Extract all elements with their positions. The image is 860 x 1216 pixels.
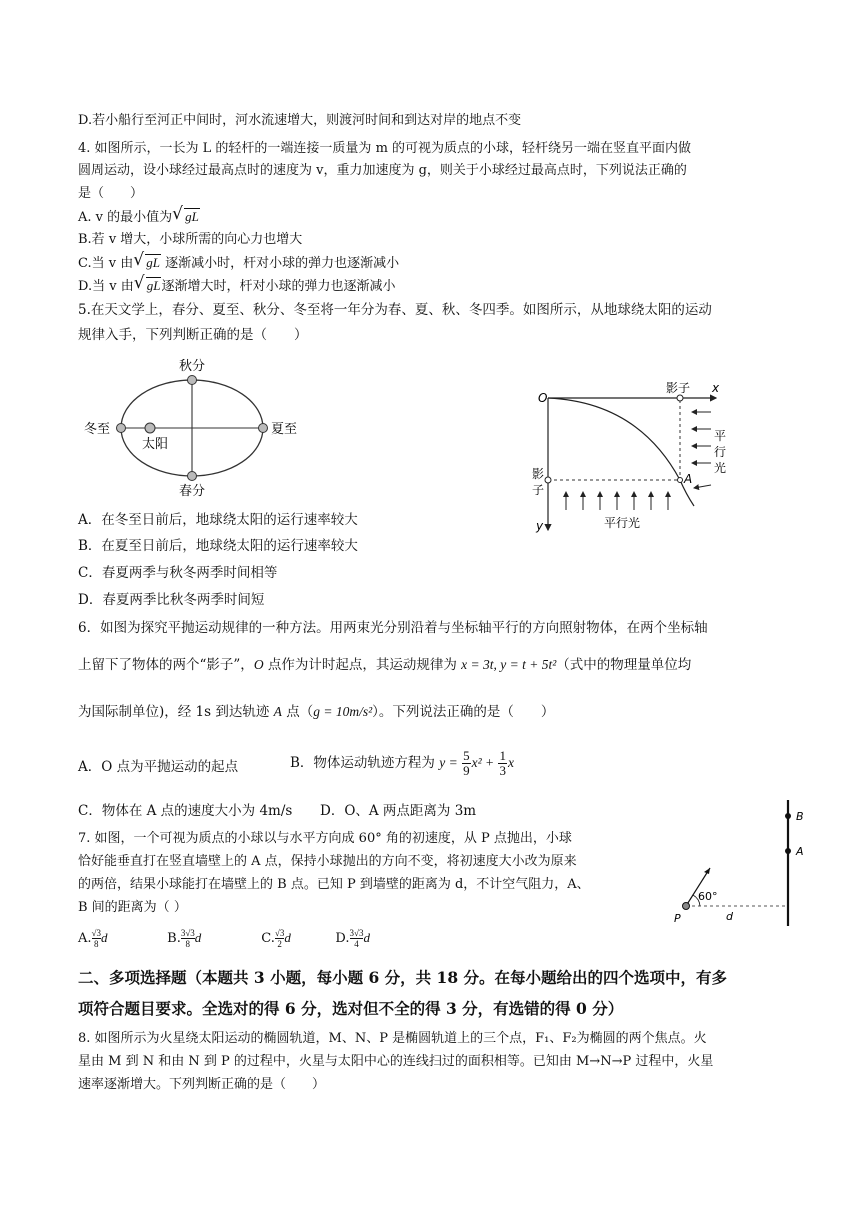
q4-option-c bbox=[78, 250, 400, 273]
q3-option-d: D.若小船行至河正中间时，河水流速增大，则渡河时间和到达对岸的地点不变 bbox=[78, 113, 522, 128]
q7-stem-line1: 7. 如图，一个可视为质点的小球以与水平方向成 60° 角的初速度，从 P 点抛出，小球 bbox=[78, 831, 572, 846]
gravity-value: g = 10m/s² bbox=[313, 704, 373, 719]
q4-stem-line3: 是（ ） bbox=[78, 186, 144, 201]
summer-point bbox=[259, 424, 268, 433]
sqrt-gl: √ gL bbox=[133, 250, 160, 270]
label-p: P bbox=[674, 912, 681, 925]
spring-point bbox=[188, 472, 197, 481]
q4-option-a-text: A. v 的最小值为 bbox=[78, 210, 173, 225]
q4-option-c-post: 逐渐减小时，杆对小球的弹力也逐渐减小 bbox=[160, 256, 400, 271]
label-x: x bbox=[712, 382, 720, 395]
label-angle: 60° bbox=[698, 890, 718, 903]
label-summer: 夏至 bbox=[271, 422, 298, 437]
q6-stem-line2: 上留下了物体的两个“影子”，O 点作为计时起点，其运动规律为 x = 3t, y = t + 5t²（式中的物理量单位均 bbox=[78, 657, 692, 673]
q8-stem-line2: 星由 M 到 N 和由 N 到 P 的过程中，火星与太阳中心的连线扫过的面积相等。已知由 M→N→P 过程中，火星 bbox=[78, 1054, 714, 1069]
seasons-orbit-diagram bbox=[78, 352, 318, 502]
label-shadow-left-1: 影 bbox=[532, 467, 545, 481]
q7-stem-line2: 恰好能垂直打在竖直墙壁上的 A 点，保持小球抛出的方向不变，将初速度大小改为原来 bbox=[78, 854, 577, 869]
q7-option-c: C. $\frac{√3}{2}$ d bbox=[261, 928, 291, 949]
q6-option-a: A．O 点为平抛运动的起点 bbox=[78, 759, 239, 775]
label-d: d bbox=[726, 910, 733, 923]
label-parallel-right-2: 行 bbox=[714, 445, 727, 459]
q5-option-b: B．在夏至日前后，地球绕太阳的运行速率较大 bbox=[78, 538, 358, 554]
fraction-5-9: $\frac{5}{9}$ bbox=[463, 748, 470, 778]
q5-option-c: C．春夏两季与秋冬两季时间相等 bbox=[78, 565, 278, 581]
q7-stem-line4: B 间的距离为（ ） bbox=[78, 900, 187, 915]
q6-option-b: B．物体运动轨迹方程为 y = $\frac{5}{9}$ x² + $\frac{1}{3}$ x bbox=[290, 748, 514, 778]
winter-point bbox=[117, 424, 126, 433]
motion-law: x = 3t, y = t + 5t² bbox=[461, 657, 557, 672]
label-a: A bbox=[684, 472, 693, 486]
q5-stem-line1: 5.在天文学上，春分、夏至、秋分、冬至将一年分为春、夏、秋、冬四季。如图所示，从地球绕太阳的运动 bbox=[78, 302, 712, 318]
label-autumn: 秋分 bbox=[178, 359, 206, 374]
label-sun: 太阳 bbox=[142, 437, 169, 452]
label-y: y bbox=[536, 519, 544, 533]
q6-stem-line3: 为国际制单位)，经 1s 到达轨迹 A 点（g = 10m/s²）。下列说法正确的是（ ） bbox=[78, 704, 555, 720]
arrows-right bbox=[692, 412, 711, 488]
fraction-1-3: $\frac{1}{3}$ bbox=[499, 748, 506, 778]
point-a bbox=[785, 848, 791, 854]
q6-option-d: D．O、A 两点距离为 3m bbox=[320, 803, 477, 819]
q4-option-d bbox=[78, 273, 396, 296]
sqrt-gl: √ gL bbox=[172, 204, 199, 224]
label-winter: 冬至 bbox=[84, 422, 111, 437]
q4-stem-line1: 4. 如图所示，一长为 L 的轻杆的一端连接一质量为 m 的可视为质点的小球，轻杆绕另一端在竖直平面内做 bbox=[78, 141, 692, 156]
autumn-point bbox=[188, 376, 197, 385]
shadow-projection-diagram bbox=[528, 382, 728, 536]
q5-option-a: A．在冬至日前后，地球绕太阳的运行速率较大 bbox=[78, 512, 358, 528]
q4-option-c-pre: C.当 v 由 bbox=[78, 256, 134, 271]
sqrt-gl: √ gL bbox=[133, 273, 161, 293]
q4-option-b: B.若 v 增大，小球所需的向心力也增大 bbox=[78, 232, 303, 247]
q7-option-b: B. $\frac{3√3}{8}$ d bbox=[167, 928, 202, 949]
q8-stem-line3: 速率逐渐增大。下列判断正确的是（ ） bbox=[78, 1077, 326, 1092]
arrows-bottom bbox=[566, 492, 668, 510]
q6-option-c: C．物体在 A 点的速度大小为 4m/s bbox=[78, 803, 293, 819]
wall-projectile-diagram bbox=[668, 798, 810, 928]
arrow-head-icon bbox=[704, 868, 710, 874]
sun-icon bbox=[145, 423, 155, 433]
q4-stem-line2: 圆周运动，设小球经过最高点时的速度为 v，重力加速度为 g，则关于小球经过最高点时，下列说法正确的 bbox=[78, 163, 687, 178]
section2-header-line1: 二、多项选择题（本题共 3 小题，每小题 6 分，共 18 分。在每小题给出的四个选项中，有多 bbox=[78, 968, 728, 987]
q7-option-a: A. $\frac{√3}{8}$ d bbox=[78, 928, 108, 949]
label-parallel-bottom: 平行光 bbox=[604, 516, 641, 530]
shadow-point-y bbox=[545, 477, 551, 483]
label-shadow-top: 影子 bbox=[666, 382, 691, 395]
point-p bbox=[683, 903, 690, 910]
q7-stem-line3: 的两倍，结果小球能打在墙壁上的 B 点。已知 P 到墙壁的距离为 d，不计空气阻力，A、 bbox=[78, 877, 590, 892]
label-b: B bbox=[796, 810, 804, 823]
label-spring: 春分 bbox=[178, 484, 206, 499]
point-b bbox=[785, 813, 791, 819]
shadow-point-x bbox=[677, 395, 683, 401]
q5-option-d: D．春夏两季比秋冬两季时间短 bbox=[78, 592, 265, 608]
point-a bbox=[678, 478, 683, 483]
q4-option-a bbox=[78, 204, 200, 227]
label-shadow-left-2: 子 bbox=[532, 483, 545, 497]
label-parallel-right-1: 平 bbox=[714, 429, 727, 443]
trajectory-curve bbox=[548, 398, 694, 506]
q7-option-d: D. $\frac{3√3}{4}$ d bbox=[335, 928, 370, 949]
label-a: A bbox=[796, 845, 804, 858]
label-parallel-right-3: 光 bbox=[714, 461, 727, 475]
q7-options bbox=[78, 928, 370, 949]
q4-option-d-pre: D.当 v 由 bbox=[78, 279, 134, 294]
section2-header-line2: 项符合题目要求。全选对的得 6 分，选对但不全的得 3 分，有选错的得 0 分） bbox=[78, 999, 624, 1018]
q6-stem-line1: 6．如图为探究平抛运动规律的一种方法。用两束光分别沿着与坐标轴平行的方向照射物体，在两个坐标轴 bbox=[78, 620, 708, 636]
q8-stem-line1: 8. 如图所示为火星绕太阳运动的椭圆轨道，M、N、P 是椭圆轨道上的三个点，F₁、F₂为椭圆的两个焦点。火 bbox=[78, 1031, 707, 1046]
label-o: O bbox=[538, 391, 548, 405]
q4-option-d-post: 逐渐增大时，杆对小球的弹力也逐渐减小 bbox=[161, 279, 396, 294]
q5-stem-line2: 规律入手，下列判断正确的是（ ） bbox=[78, 327, 308, 343]
